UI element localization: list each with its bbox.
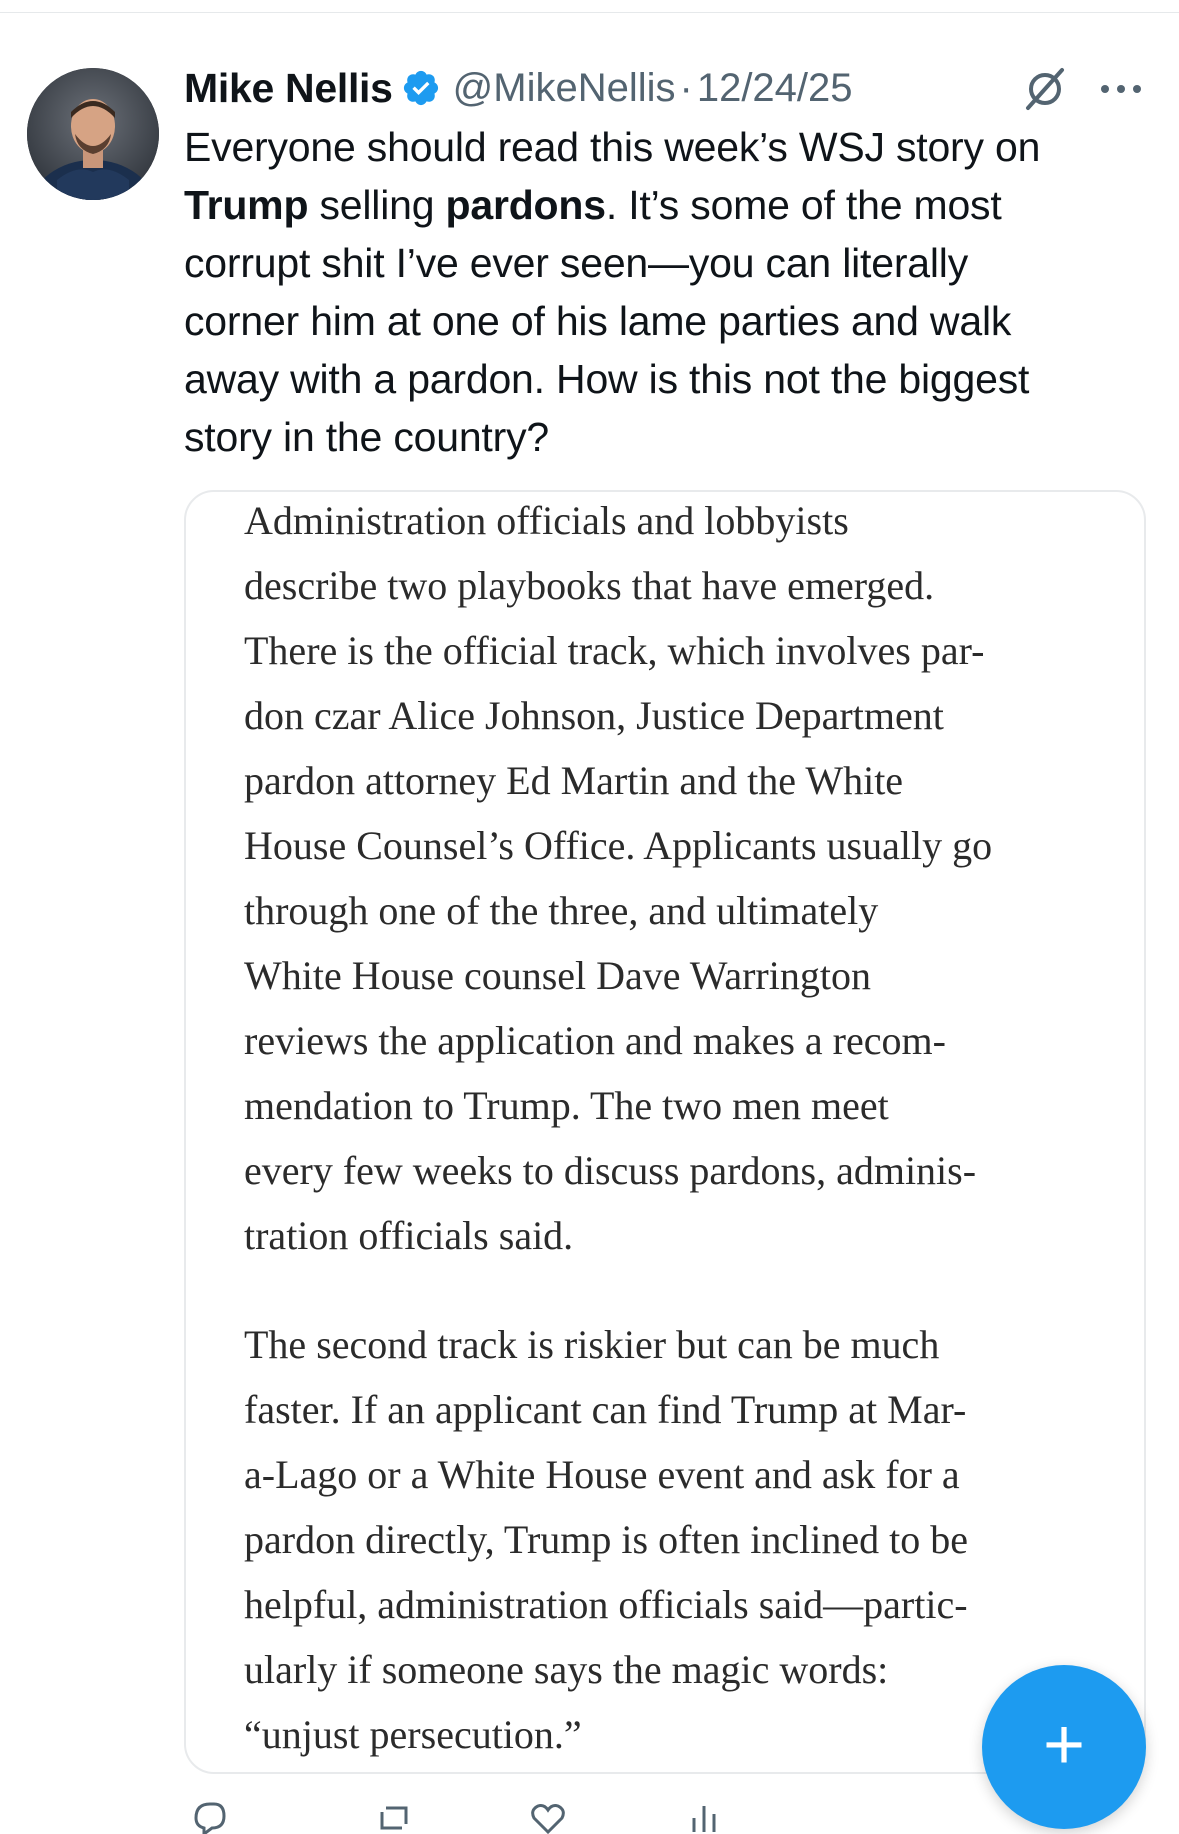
article-line: There is the official track, which involves par- [244,628,985,673]
article-line: pardon attorney Ed Martin and the White [244,758,904,803]
tweet-text [184,118,1144,466]
tweet-text-line: story in the country? [184,414,549,460]
media-card[interactable] [184,490,1146,1774]
repost-icon[interactable] [374,1798,414,1834]
article-line: tration officials said. [244,1213,574,1258]
tweet-text-line: corner him at one of his lame parties and walk [184,298,1012,344]
article-paragraph-1 [244,490,1104,1268]
article-line: The second track is riskier but can be much [244,1322,940,1367]
avatar[interactable] [27,68,159,200]
tweet-text-line [184,176,1144,234]
article-line: helpful, administration officials said—partic- [244,1582,968,1627]
tweet-text-segment: . It’s some of the most [605,182,1002,228]
article-paragraph-2 [244,1312,1104,1767]
bold-term-trump: Trump [184,182,309,228]
compose-button[interactable] [982,1665,1146,1829]
article-line: mendation to Trump. The two men meet [244,1083,889,1128]
author-handle[interactable]: @MikeNellis [452,65,676,110]
plus-icon: + [1042,1705,1086,1785]
tweet-text-line: away with a pardon. How is this not the biggest [184,356,1030,402]
article-line: faster. If an applicant can find Trump at Mar- [244,1387,967,1432]
views-icon[interactable] [684,1798,724,1834]
tweet-action-bar [184,1794,984,1834]
article-line: a-Lago or a White House event and ask for a [244,1452,960,1497]
top-divider [0,12,1179,13]
tweet-date[interactable]: 12/24/25 [696,65,853,110]
article-line: through one of the three, and ultimately [244,888,879,933]
bold-term-pardons: pardons [445,182,606,228]
header-separator: · [679,65,693,110]
article-line: reviews the application and makes a recom- [244,1018,946,1063]
tweet-text-segment: selling [308,182,446,228]
reply-icon[interactable] [190,1798,230,1834]
more-options-icon[interactable] [1098,76,1144,102]
article-line: every few weeks to discuss pardons, adminis- [244,1148,977,1193]
like-icon[interactable] [528,1798,568,1834]
article-line: Administration officials and lobbyists [244,498,849,543]
article-line: “unjust persecution.” [244,1712,582,1757]
article-line: describe two playbooks that have emerged. [244,563,935,608]
author-display-name[interactable]: Mike Nellis [184,64,393,111]
article-line: White House counsel Dave Warrington [244,953,871,998]
article-screenshot [244,490,1104,1767]
article-line: House Counsel’s Office. Applicants usually go [244,823,993,868]
article-line: don czar Alice Johnson, Justice Department [244,693,944,738]
article-line: ularly if someone says the magic words: [244,1647,889,1692]
tweet-header [184,58,1144,118]
avatar-image [27,68,159,200]
tweet-text-line: corrupt shit I’ve ever seen—you can literally [184,240,969,286]
tweet-text-line: Everyone should read this week’s WSJ story on [184,124,1041,170]
verified-badge-icon [401,68,441,108]
grok-icon[interactable] [1022,66,1068,112]
article-line: pardon directly, Trump is often inclined to be [244,1517,968,1562]
